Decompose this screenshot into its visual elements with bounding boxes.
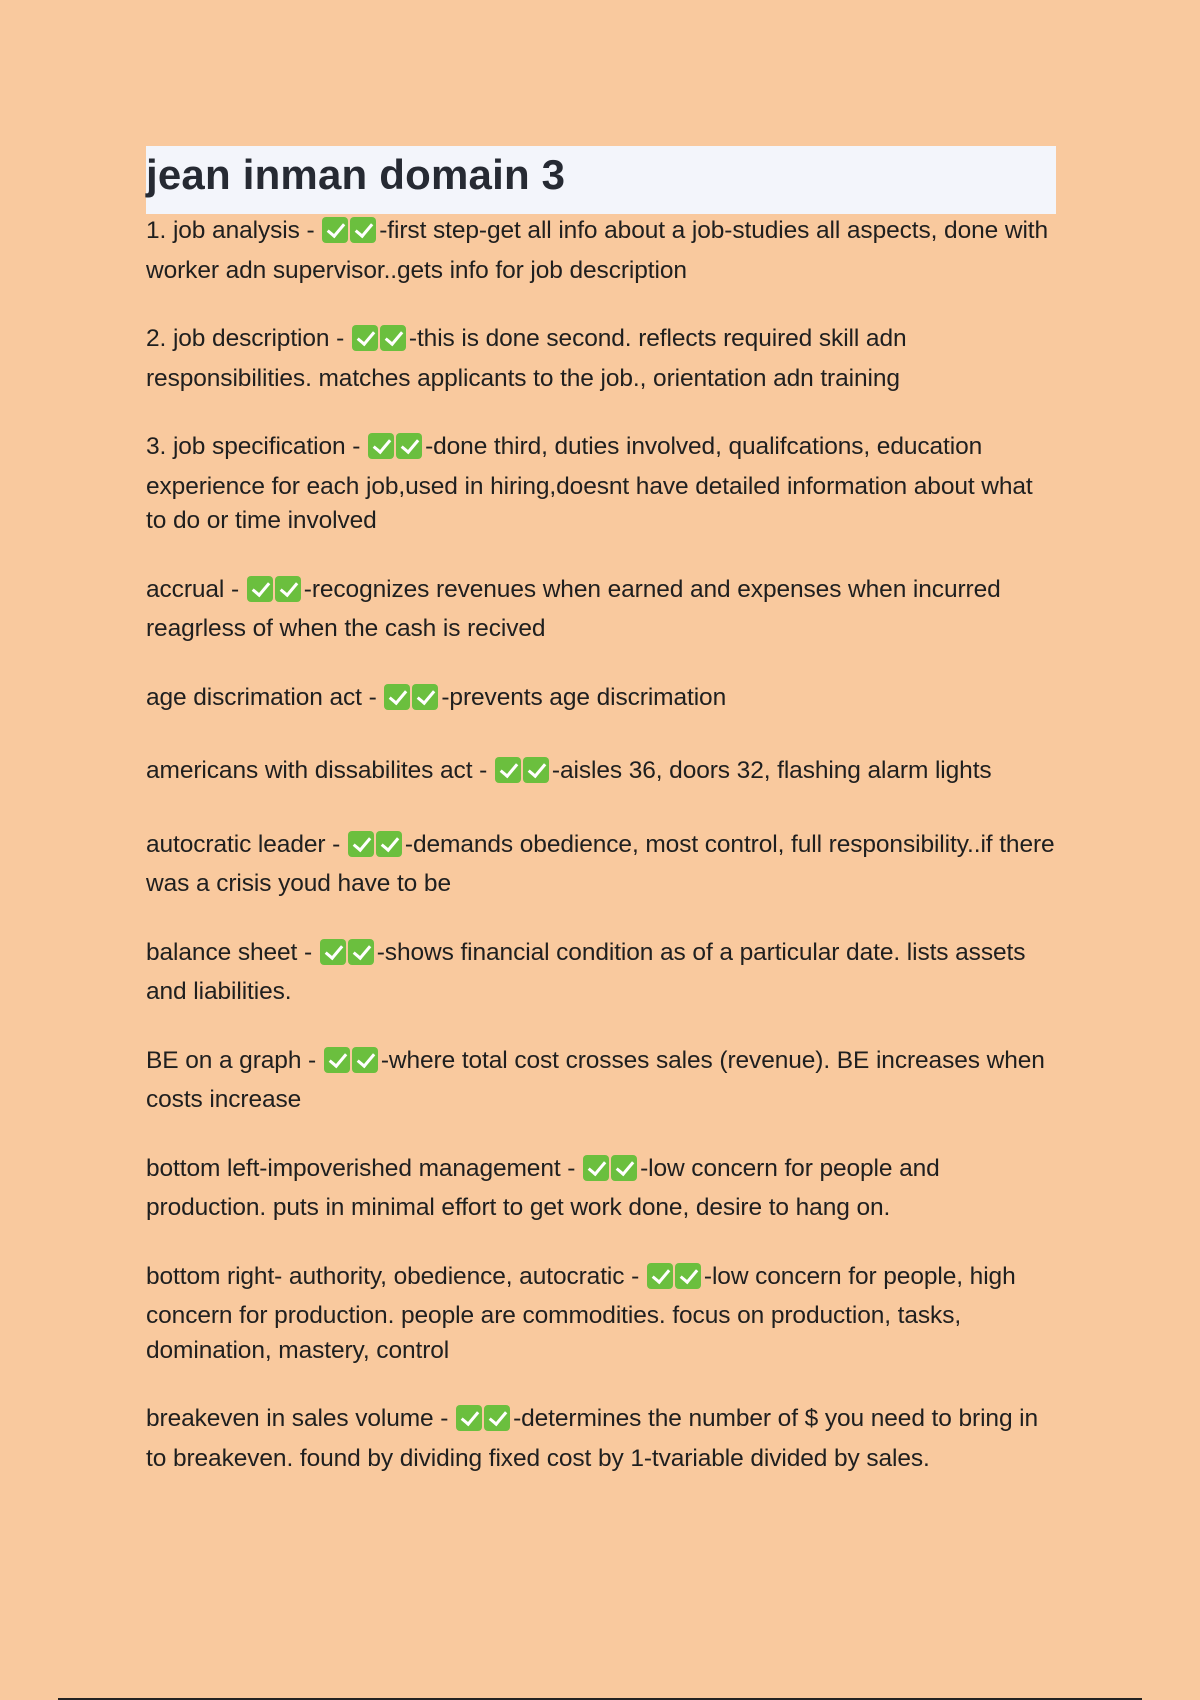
list-item (146, 1260, 1056, 1369)
list-item (146, 322, 1056, 396)
check-mark-icon (380, 325, 406, 351)
entry-term: bottom left-impoverished management - (146, 1154, 576, 1182)
check-mark-icon (324, 1047, 350, 1073)
check-marks (456, 1405, 512, 1442)
check-mark-icon (495, 757, 521, 783)
check-marks (384, 684, 440, 721)
list-item (146, 573, 1056, 647)
entry-definition: -shows financial condition as of a particular date. lists assets and liabilities. (146, 938, 1026, 1005)
entry-term: breakeven in sales volume - (146, 1405, 449, 1432)
entry-definition: -prevents age discrimation (441, 683, 727, 711)
check-marks (324, 1047, 380, 1084)
entry-definition: -aisles 36, doors 32, flashing alarm lights (551, 757, 992, 784)
check-mark-icon (348, 939, 374, 965)
check-mark-icon (523, 757, 549, 783)
check-marks (320, 939, 376, 976)
check-mark-icon (384, 684, 410, 710)
check-mark-icon (348, 831, 374, 857)
document-page (146, 146, 1056, 1510)
list-item (146, 1044, 1056, 1118)
page-title: jean inman domain 3 (146, 151, 566, 198)
entry-term: 1. job analysis - (146, 217, 315, 244)
entry-term: bottom right- authority, obedience, autocratic - (146, 1262, 640, 1290)
list-item (146, 828, 1056, 902)
check-marks (322, 217, 378, 254)
check-mark-icon (247, 576, 273, 602)
list-item (146, 1402, 1056, 1476)
check-mark-icon (350, 217, 376, 243)
entry-definition: -demands obedience, most control, full responsibility..if there was a crisis youd have to be (146, 830, 1055, 897)
entry-term: balance sheet - (146, 938, 313, 966)
list-item (146, 681, 1056, 721)
entry-definition: -determines the number of $ you need to bring in to breakeven. found by dividing fixed cost by 1-tvariable divided by sales. (146, 1405, 1039, 1472)
check-marks (247, 576, 303, 613)
entry-definition: -this is done second. reflects required skill adn responsibilities. matches applicants to the job., orientation adn training (146, 325, 907, 392)
entry-definition: -low concern for people and production. puts in minimal effort to get work done, desire to hang on. (146, 1154, 940, 1221)
entry-definition: -first step-get all info about a job-studies all aspects, done with worker adn supervisor..gets info for job description (146, 217, 1049, 284)
entry-definition: -done third, duties involved, qualifcations, education experience for each job,used in hiring,doesnt have detailed information about what to do or time involved (146, 433, 1033, 534)
check-marks (352, 325, 408, 362)
entry-definition: -recognizes revenues when earned and expenses when incurred reagrless of when the cash is recived (146, 575, 1001, 642)
entry-definition: -where total cost crosses sales (revenue). BE increases when costs increase (146, 1046, 1045, 1113)
check-marks (368, 433, 424, 470)
list-item (146, 936, 1056, 1010)
check-marks (348, 831, 404, 868)
check-mark-icon (352, 1047, 378, 1073)
title-bar (146, 146, 1056, 214)
entry-term: age discrimation act - (146, 683, 377, 711)
entry-term: 3. job specification - (146, 433, 361, 460)
list-item (146, 214, 1056, 288)
check-marks (583, 1155, 639, 1192)
check-mark-icon (376, 831, 402, 857)
entry-term: accrual - (146, 575, 240, 603)
check-mark-icon (322, 217, 348, 243)
check-mark-icon (368, 433, 394, 459)
check-mark-icon (275, 576, 301, 602)
list-item (146, 430, 1056, 539)
check-mark-icon (320, 939, 346, 965)
check-mark-icon (456, 1405, 482, 1431)
entry-term: autocratic leader - (146, 830, 341, 858)
list-item (146, 1152, 1056, 1226)
entry-term: 2. job description - (146, 325, 345, 352)
check-marks (647, 1263, 703, 1300)
entry-list (146, 214, 1056, 1476)
check-mark-icon (583, 1155, 609, 1181)
entry-term: americans with dissabilites act - (146, 757, 488, 784)
check-mark-icon (352, 325, 378, 351)
check-mark-icon (396, 433, 422, 459)
check-mark-icon (611, 1155, 637, 1181)
list-item (146, 754, 1056, 794)
check-mark-icon (412, 684, 438, 710)
check-mark-icon (675, 1263, 701, 1289)
check-marks (495, 757, 551, 794)
check-mark-icon (484, 1405, 510, 1431)
entry-term: BE on a graph - (146, 1046, 317, 1074)
check-mark-icon (647, 1263, 673, 1289)
entry-definition: -low concern for people, high concern for production. people are commodities. focus on production, tasks, domination, mastery, control (146, 1262, 1016, 1364)
